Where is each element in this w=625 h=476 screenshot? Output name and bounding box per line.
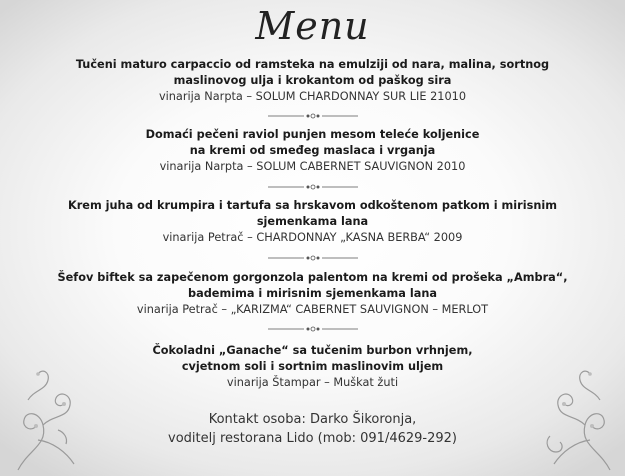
course-1 xyxy=(40,57,585,105)
course-4-wine: vinarija Petrač – „KARIZMA“ CABERNET SAUVIGNON – MERLOT xyxy=(136,303,489,316)
floral-ornament-left-icon xyxy=(8,360,88,472)
course-1-wine: vinarija Narpta – SOLUM CHARDONNAY SUR LIE 21010 xyxy=(158,90,467,103)
course-3-wine: vinarija Petrač – CHARDONNAY „KASNA BERBA“ 2009 xyxy=(162,231,463,244)
divider-ornament-icon xyxy=(268,325,358,333)
divider-ornament-icon xyxy=(268,183,358,191)
course-5 xyxy=(40,343,585,391)
course-3-dish-line1: Krem juha od krumpira i tartufa sa hrskavom odkoštenom patkom i mirisnim xyxy=(67,199,558,212)
course-2-dish-line1: Domaći pečeni raviol punjen mesom teleće koljenice xyxy=(145,128,480,141)
course-4-dish-line1: Šefov biftek sa zapečenom gorgonzola palentom na kremi od prošeka „Ambra“, xyxy=(57,271,568,284)
course-2-wine: vinarija Narpta – SOLUM CABERNET SAUVIGNON 2010 xyxy=(159,160,466,173)
menu-title: Menu xyxy=(255,4,370,48)
course-4-dish-line2: bademima i mirisnim sjemenkama lana xyxy=(187,287,438,300)
course-2 xyxy=(40,127,585,175)
contact-role-phone: voditelj restorana Lido (mob: 091/4629-292) xyxy=(168,431,457,446)
floral-ornament-right-icon xyxy=(530,360,620,472)
course-5-dish-line1: Čokoladni „Ganache“ sa tučenim burbon vrhnjem, xyxy=(152,344,473,357)
contact-person: Kontakt osoba: Darko Šikoronja, xyxy=(208,412,417,427)
course-3-dish-line2: sjemenkama lana xyxy=(256,215,369,228)
course-3 xyxy=(40,198,585,246)
course-1-dish-line1: Tučeni maturo carpaccio od ramsteka na emulziji od nara, malina, sortnog xyxy=(75,58,550,71)
course-5-dish-line2: cvjetnom soli i sortnim maslinovim uljem xyxy=(181,360,444,373)
course-5-wine: vinarija Štampar – Muškat žuti xyxy=(226,376,399,389)
divider-ornament-icon xyxy=(268,254,358,262)
course-2-dish-line2: na kremi od smeđeg maslaca i vrganja xyxy=(189,144,436,157)
course-4 xyxy=(40,270,585,318)
divider-ornament-icon xyxy=(268,112,358,120)
course-1-dish-line2: maslinovog ulja i krokantom od paškog sira xyxy=(173,74,452,87)
